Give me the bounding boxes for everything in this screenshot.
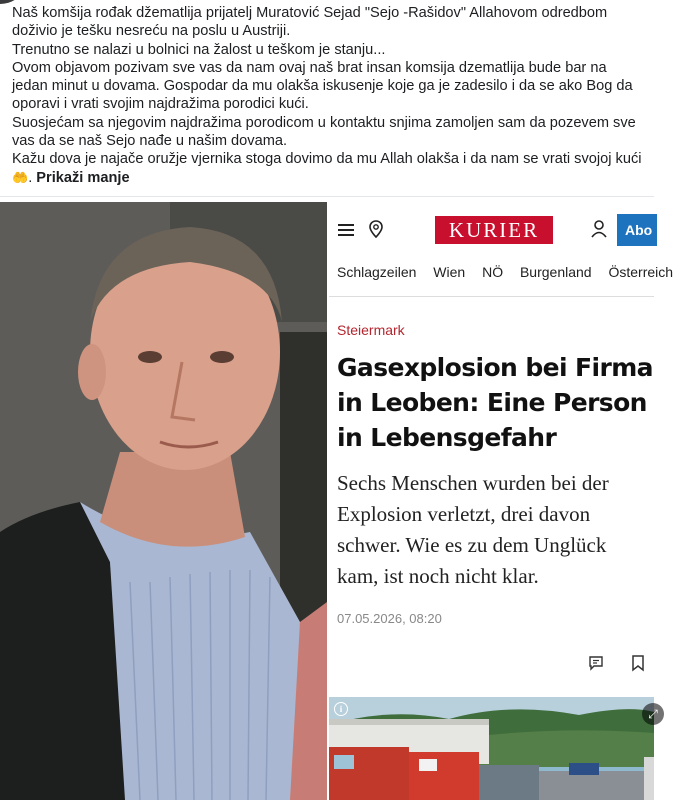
post-text (12, 4, 644, 187)
post-line-last: Kažu dova je najače oružje vjernika stoga dovimo da mu Allah olakša i da nam se vrati svojoj kući 🤲. Prikaži manje (12, 151, 642, 186)
bookmark-icon[interactable] (627, 652, 649, 674)
location-pin-icon[interactable] (369, 220, 383, 243)
post-line: Ovom objavom pozivam sve vas da nam ovaj naš brat insan komsija dzematlija bude bar na jedan minut u dovama. Gospodar da mu olakša iskusenje koje ga je zadesilo i da se ako Bog da oporavi i vrati svojim najdražima porodici kući. (12, 59, 633, 113)
post-line: Suosjećam sa njegovim najdražima porodicom u kontaktu snjima zamoljen sam da pozevem sve vas da se naš Sejo nađe u našim dovama. (12, 114, 636, 150)
hero-illustration (329, 697, 654, 800)
nav-item[interactable]: Österreich (608, 264, 674, 280)
post-line: Trenutno se nalazi u bolnici na žalost u teškom je stanju... (12, 41, 386, 58)
article-hero-image[interactable] (329, 697, 658, 800)
nav-divider (329, 296, 654, 297)
nav-item[interactable]: Schlagzeilen (337, 264, 417, 280)
hamburger-icon[interactable] (338, 224, 354, 236)
portrait-illustration (0, 202, 327, 800)
praying-hands-emoji: 🤲 (12, 169, 29, 185)
post-line: Naš komšija rođak džematlija prijatelj Muratović Sejad "Sejo -Rašidov" Allahovom odredbom doživio je tešku nesreću na poslu u Austriji. (12, 5, 608, 40)
article-date: 07.05.2026, 08:20 (337, 611, 442, 626)
subscribe-button[interactable]: Abo (617, 214, 657, 246)
divider (0, 196, 654, 197)
expand-icon[interactable]: ⤢ (642, 703, 664, 725)
kurier-logo[interactable]: KURIER (435, 216, 553, 244)
post-line: Kažu dova je najače oružje vjernika stoga dovimo da mu Allah olakša i da nam se vrati svojoj kući (12, 151, 642, 168)
top-navigation (337, 264, 686, 280)
nav-item[interactable]: Wien (433, 264, 466, 280)
portrait-photo[interactable] (0, 202, 327, 800)
user-icon[interactable] (591, 220, 607, 243)
show-less-link[interactable]: Prikaži manje (36, 169, 130, 186)
info-icon[interactable]: i (334, 702, 348, 716)
section-label[interactable]: Steiermark (337, 322, 405, 338)
comment-icon[interactable] (585, 652, 607, 674)
news-article-screenshot[interactable] (329, 202, 674, 800)
nav-item[interactable]: Burgenland (519, 264, 592, 280)
article-lead: Sechs Menschen wurden bei der Explosion verletzt, drei davon schwer. Wie es zu dem Unglück kam, ist noch nicht klar. (337, 471, 609, 588)
nav-item[interactable]: NÖ (482, 264, 504, 280)
article-headline: Gasexplosion bei Firma in Leoben: Eine Person in Lebensgefahr (337, 353, 653, 452)
